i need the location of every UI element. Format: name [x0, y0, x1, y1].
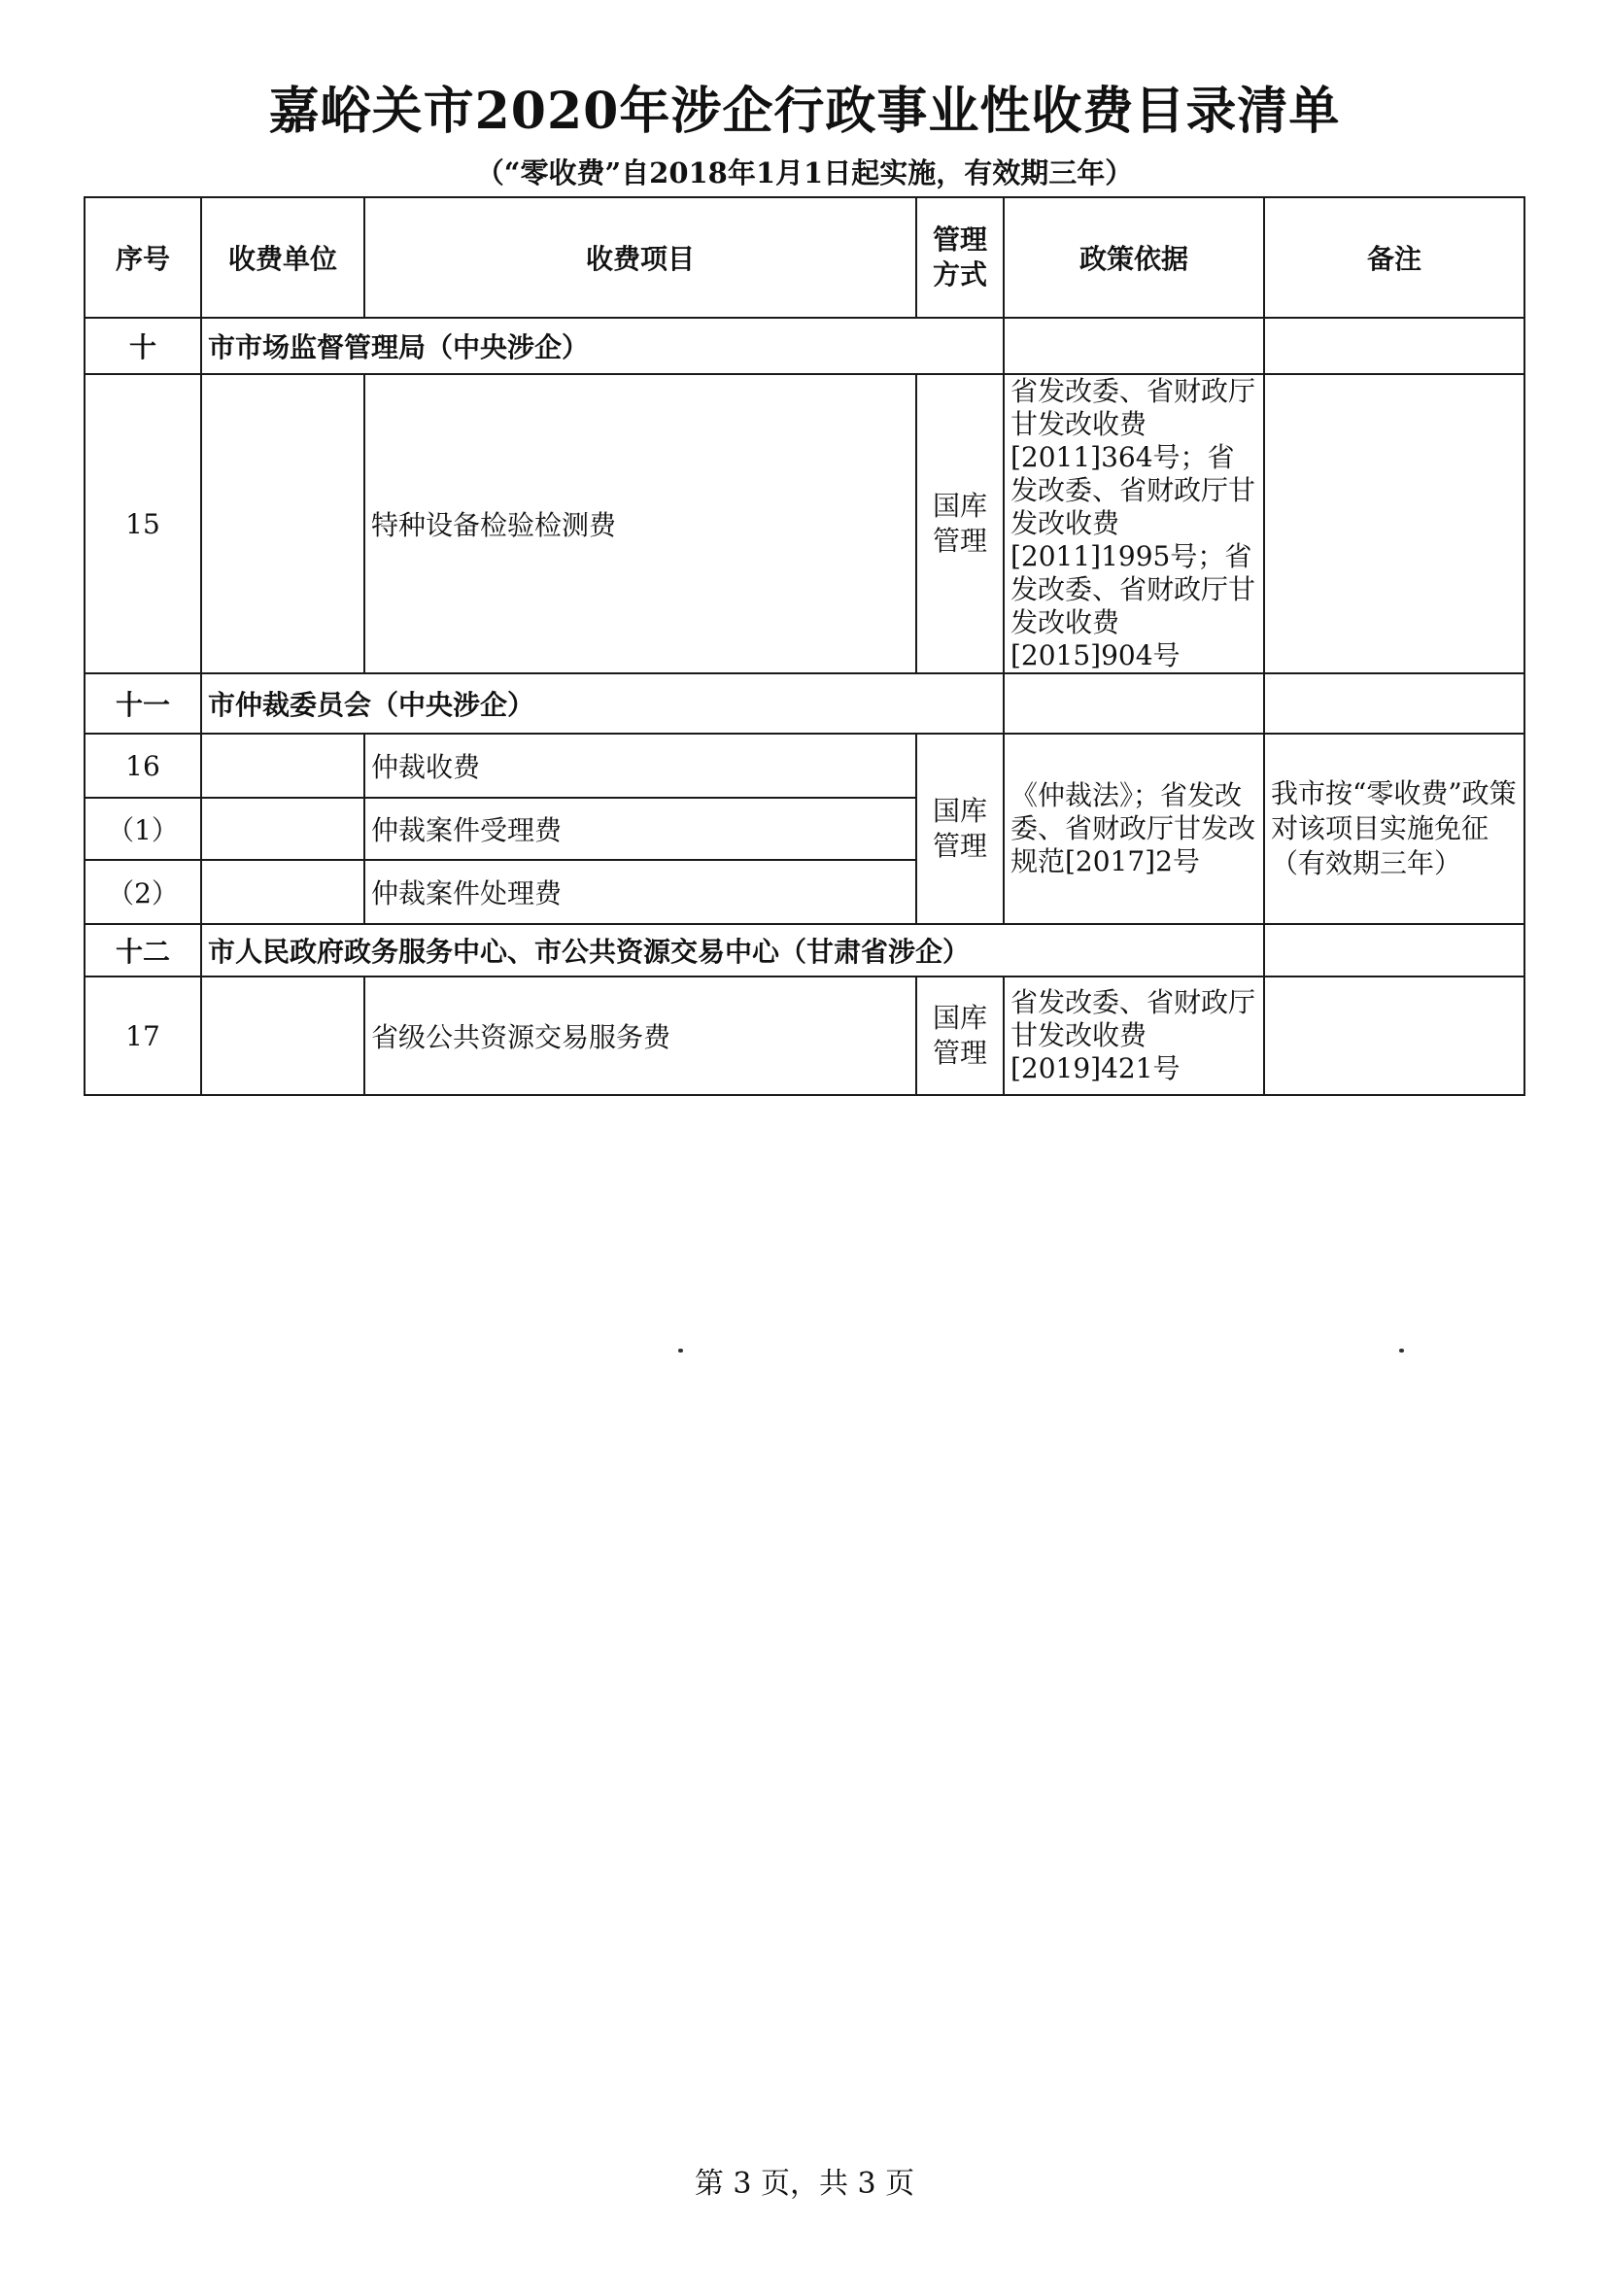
header-mgmt: 管理方式 — [916, 197, 1004, 318]
empty-cell — [1004, 318, 1264, 374]
table-row — [85, 734, 1524, 798]
row-mgmt: 国库管理 — [916, 977, 1004, 1095]
row-no: 15 — [85, 374, 201, 673]
header-item: 收费项目 — [364, 197, 916, 318]
row-item: 仲裁案件处理费 — [364, 860, 916, 924]
section-no: 十 — [85, 318, 201, 374]
row-item: 省级公共资源交易服务费 — [364, 977, 916, 1095]
row-unit — [201, 374, 364, 673]
empty-cell — [1264, 673, 1524, 734]
page-number: 第 3 页，共 3 页 — [694, 2167, 915, 2201]
table-row — [85, 374, 1524, 673]
row-basis: 《仲裁法》；省发改委、省财政厅甘发改规范[2017]2号 — [1004, 734, 1264, 924]
row-unit — [201, 977, 364, 1095]
empty-cell — [1264, 924, 1524, 977]
section-no: 十二 — [85, 924, 201, 977]
header-basis: 政策依据 — [1004, 197, 1264, 318]
row-no: （1） — [85, 798, 201, 860]
row-basis: 省发改委、省财政厅甘发改收费[2019]421号 — [1004, 977, 1264, 1095]
section-no: 十一 — [85, 673, 201, 734]
row-mgmt: 国库管理 — [916, 734, 1004, 924]
row-unit — [201, 860, 364, 924]
section-title: 市人民政府政务服务中心、市公共资源交易中心（甘肃省涉企） — [201, 924, 1264, 977]
section-title: 市仲裁委员会（中央涉企） — [201, 673, 1004, 734]
empty-cell — [1004, 673, 1264, 734]
row-item: 仲裁收费 — [364, 734, 916, 798]
header-remark: 备注 — [1264, 197, 1524, 318]
row-no: （2） — [85, 860, 201, 924]
section-row — [85, 318, 1524, 374]
document-subtitle: （“零收费”自2018年1月1日起实施，有效期三年） — [475, 156, 1134, 189]
section-title: 市市场监督管理局（中央涉企） — [201, 318, 1004, 374]
scan-speck — [1399, 1349, 1404, 1353]
row-item: 仲裁案件受理费 — [364, 798, 916, 860]
header-no: 序号 — [85, 197, 201, 318]
row-mgmt: 国库管理 — [916, 374, 1004, 673]
document-title: 嘉峪关市2020年涉企行政事业性收费目录清单 — [268, 82, 1341, 141]
empty-cell — [1264, 318, 1524, 374]
row-basis: 省发改委、省财政厅甘发改收费[2011]364号；省发改委、省财政厅甘发改收费[2011]1995号；省发改委、省财政厅甘发改收费[2015]904号 — [1004, 374, 1264, 673]
section-row — [85, 673, 1524, 734]
row-unit — [201, 798, 364, 860]
section-row — [85, 924, 1524, 977]
row-no: 17 — [85, 977, 201, 1095]
table-header-row — [85, 197, 1524, 318]
fee-table — [84, 196, 1525, 1096]
header-unit: 收费单位 — [201, 197, 364, 318]
row-item: 特种设备检验检测费 — [364, 374, 916, 673]
row-no: 16 — [85, 734, 201, 798]
row-remark — [1264, 977, 1524, 1095]
scan-speck — [678, 1349, 683, 1353]
row-remark — [1264, 374, 1524, 673]
row-unit — [201, 734, 364, 798]
row-remark: 我市按“零收费”政策对该项目实施免征（有效期三年） — [1264, 734, 1524, 924]
table-row — [85, 977, 1524, 1095]
